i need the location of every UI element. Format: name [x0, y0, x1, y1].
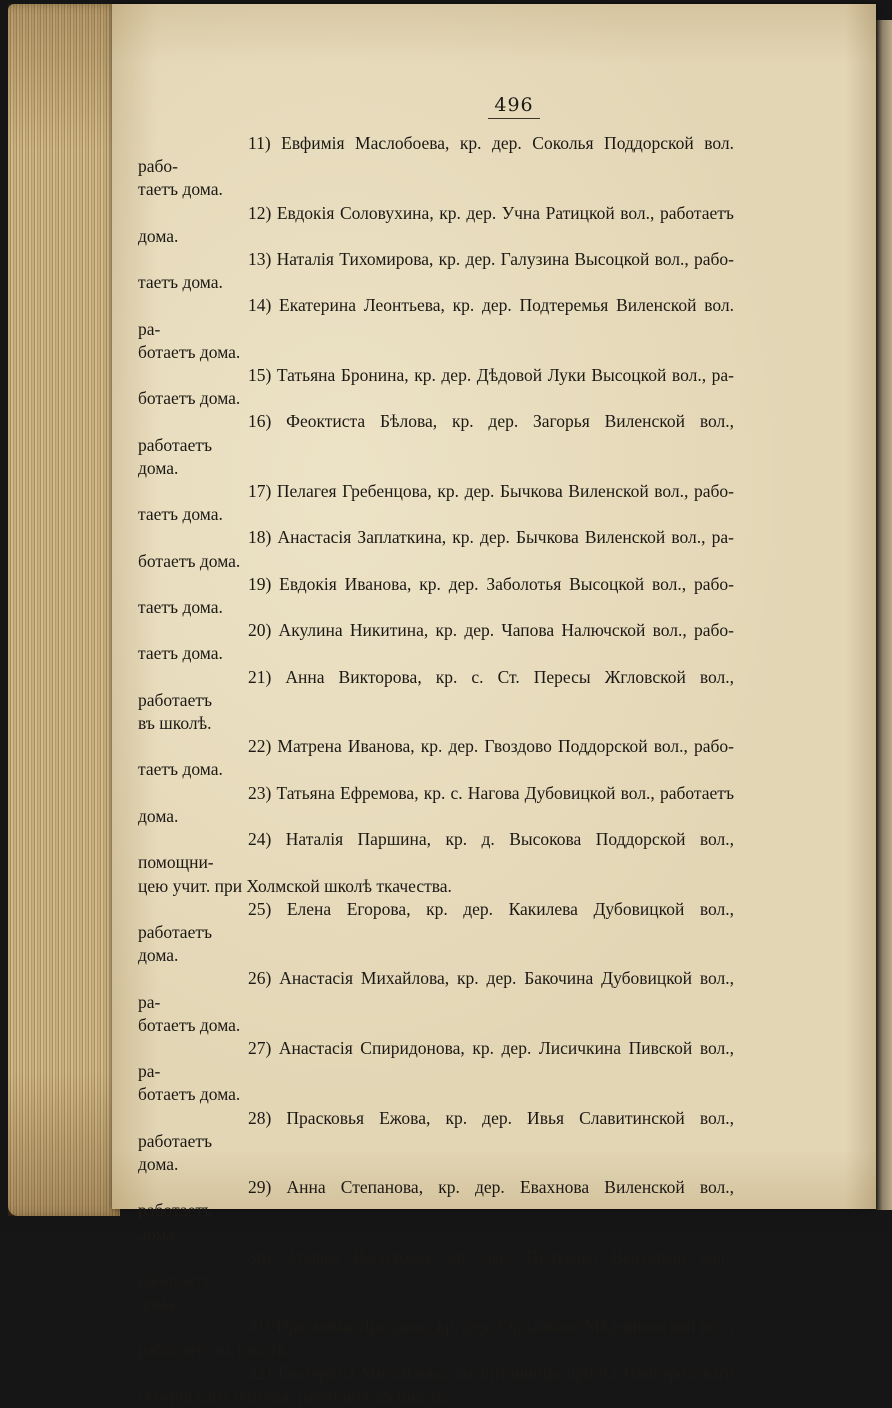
- entry-first-line: 30) Агафья Васильева, кр. дер. Полуково Высоцкой вол., работаетъ: [138, 1246, 734, 1290]
- entry-continuation-line: дома.: [138, 1153, 179, 1174]
- entry-first-line: 16) Феоктиста Бѣлова, кр. дер. Загорья Виленской вол., работаетъ: [138, 411, 734, 455]
- list-item: [28, 1107, 734, 1177]
- list-item: [28, 782, 734, 828]
- list-item: [28, 1315, 734, 1361]
- entry-continuation-line: ботаетъ дома.: [138, 550, 241, 571]
- list-item: [28, 1362, 734, 1408]
- entry-first-line: 18) Анастасія Заплаткина, кр. дер. Бычкова Виленской вол., ра-: [248, 527, 734, 548]
- list-item: [28, 619, 734, 665]
- entry-first-line: 12) Евдокія Соловухина, кр. дер. Учна Ратицкой вол., работаетъ: [248, 202, 734, 223]
- entry-first-line: 28) Прасковья Ежова, кр. дер. Ивья Славитинской вол., работаетъ: [138, 1107, 734, 1151]
- page-number-text: 496: [488, 94, 539, 119]
- entry-first-line: 22) Матрена Иванова, кр. дер. Гвоздово Поддорской вол., рабо-: [248, 736, 734, 757]
- list-item: [28, 967, 734, 1037]
- entry-first-line: 31) Прасковья Дроздова, кр. дер. Скрыпкова Мѣдниковской вол.,: [248, 1316, 734, 1337]
- entry-continuation-line: дома.: [138, 225, 179, 246]
- list-item: [28, 1176, 734, 1246]
- entry-continuation-line: дома.: [138, 805, 179, 826]
- entry-first-line: 19) Евдокія Иванова, кр. дер. Заболотья Высоцкой вол., рабо-: [248, 573, 734, 594]
- list-item: [28, 1246, 734, 1316]
- entry-first-line: 23) Татьяна Ефремова, кр. с. Нагова Дубовицкой вол., работаетъ: [248, 782, 734, 803]
- entry-first-line: 14) Екатерина Леонтьева, кр. дер. Подтеремья Виленской вол. ра-: [138, 295, 734, 339]
- entry-continuation-line: таетъ дома.: [138, 179, 223, 200]
- entry-continuation-line: въ школѣ.: [138, 713, 212, 734]
- list-item: [28, 1037, 734, 1107]
- entry-continuation-line: дома.: [138, 457, 179, 478]
- list-item: [28, 202, 734, 248]
- entry-continuation-line: ботаетъ дома.: [138, 388, 241, 409]
- entries-list: [138, 132, 734, 1408]
- list-item: [28, 364, 734, 410]
- list-item: [28, 573, 734, 619]
- entry-first-line: 24) Наталія Паршина, кр. д. Высокова Поддорской вол., помощни-: [138, 829, 734, 873]
- entry-continuation-line: дома.: [138, 1293, 179, 1314]
- entry-first-line: 17) Пелагея Гребенцова, кр. дер. Бычкова Виленской вол., рабо-: [248, 481, 734, 502]
- entry-continuation-line: дома.: [138, 1223, 179, 1244]
- list-item: [28, 526, 734, 572]
- entry-continuation-line: дома.: [138, 945, 179, 966]
- list-item: [28, 735, 734, 781]
- entry-first-line: 15) Татьяна Бронина, кр. дер. Дѣдовой Луки Высоцкой вол., ра-: [248, 365, 734, 386]
- entry-continuation-line: таетъ дома.: [138, 759, 223, 780]
- list-item: [28, 410, 734, 480]
- entry-first-line: 21) Анна Викторова, кр. с. Ст. Пересы Жгловской вол., работаетъ: [138, 666, 734, 710]
- entry-first-line: 13) Наталія Тихомирова, кр. дер. Галузина Высоцкой вол., рабо-: [248, 249, 734, 270]
- list-item: [28, 132, 734, 202]
- entry-continuation-line: ботаетъ дома.: [138, 1014, 241, 1035]
- entry-first-line: 11) Евфимія Маслобоева, кр. дер. Соколья Поддорской вол. рабо-: [138, 133, 734, 177]
- next-page-edge: [876, 20, 892, 1210]
- entry-continuation-line: таетъ дома.: [138, 597, 223, 618]
- entry-first-line: 29) Анна Степанова, кр. дер. Евахнова Виленской вол., работаетъ: [138, 1177, 734, 1221]
- entry-continuation-line: таетъ дома.: [138, 643, 223, 664]
- entry-continuation-line: цею учит. при Холмской школѣ ткачества.: [138, 875, 452, 896]
- list-item: [28, 294, 734, 364]
- entry-first-line: 32) Екатерина Михайлова, воспитанница пріюта Новгородскаго: [248, 1362, 734, 1383]
- page-number: [112, 94, 876, 119]
- entry-first-line: 26) Анастасія Михайлова, кр. дер. Бакочина Дубовицкой вол., ра-: [138, 968, 734, 1012]
- list-item: [28, 828, 734, 898]
- entry-first-line: 25) Елена Егорова, кр. дер. Какилева Дубовицкой вол., работаетъ: [138, 898, 734, 942]
- entry-first-line: 20) Акулина Никитина, кр. дер. Чапова Налючской вол., рабо-: [248, 620, 734, 641]
- entry-continuation-line: ботаетъ дома.: [138, 341, 241, 362]
- entry-first-line: 27) Анастасія Спиридонова, кр. дер. Лисичкина Пивской вол., ра-: [138, 1037, 734, 1082]
- list-item: [28, 480, 734, 526]
- entry-continuation-line: ботаетъ дома.: [138, 1084, 241, 1105]
- list-item: [28, 666, 734, 736]
- list-item: [28, 898, 734, 968]
- list-item: [28, 248, 734, 294]
- entry-continuation-line: таетъ дома.: [138, 504, 223, 525]
- entry-continuation-line: работаетъ въ школѣ.: [138, 1339, 290, 1360]
- entry-continuation-line: губернскаго земства, работаетъ въ школѣ.: [138, 1385, 450, 1406]
- entry-continuation-line: таетъ дома.: [138, 272, 223, 293]
